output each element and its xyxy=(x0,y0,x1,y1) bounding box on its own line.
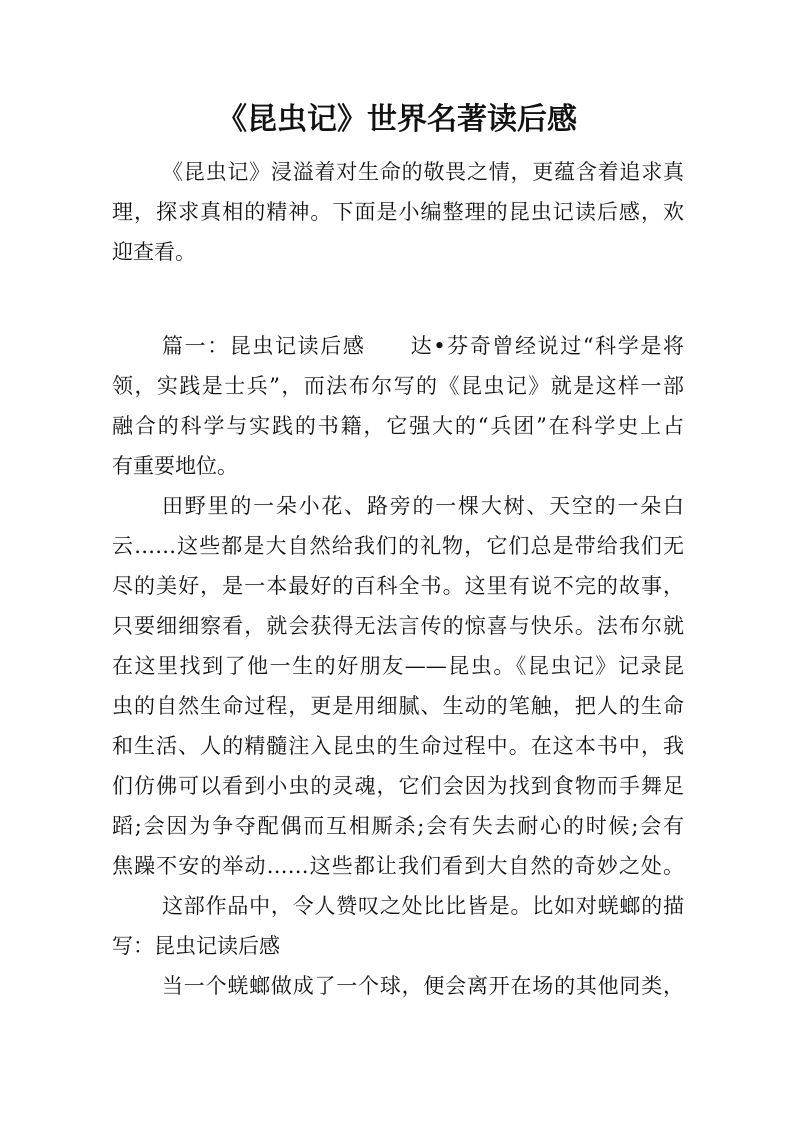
text-line: 们仿佛可以看到小虫的灵魂，它们会因为找到食物而手舞足 xyxy=(112,774,684,798)
document-body xyxy=(112,152,684,1006)
text-line: 虫的自然生命过程，更是用细腻、生动的笔触，把人的生命 xyxy=(112,694,684,718)
text-line: 领，实践是士兵”，而法布尔写的《昆虫记》就是这样一部 xyxy=(112,374,684,398)
paragraph-two xyxy=(112,486,684,886)
text-line: 和生活、人的精髓注入昆虫的生命过程中。在这本书中，我 xyxy=(112,734,684,758)
paragraph-spacer xyxy=(112,272,684,326)
paragraph-four xyxy=(112,966,684,1006)
paragraph-three xyxy=(112,886,684,966)
text-line: 蹈;会因为争夺配偶而互相厮杀;会有失去耐心的时候;会有 xyxy=(112,814,684,838)
text-line: 迎查看。 xyxy=(112,240,196,264)
section-one-paragraph xyxy=(112,326,684,486)
text-line: 在这里找到了他一生的好朋友——昆虫。《昆虫记》记录昆 xyxy=(112,654,684,678)
text-line: 当一个蜣螂做成了一个球，便会离开在场的其他同类， xyxy=(162,974,684,998)
text-line: 田野里的一朵小花、路旁的一棵大树、天空的一朵白 xyxy=(162,494,684,518)
text-line: 焦躁不安的举动……这些都让我们看到大自然的奇妙之处。 xyxy=(112,854,684,878)
text-line: 《昆虫记》浸溢着对生命的敬畏之情，更蕴含着追求真 xyxy=(162,160,684,184)
document-title: 《昆虫记》世界名著读后感 xyxy=(217,102,577,137)
text-line: 篇一：昆虫记读后感 达•芬奇曾经说过“科学是将 xyxy=(162,334,684,358)
intro-paragraph xyxy=(112,152,684,272)
text-line: 理，探求真相的精神。下面是小编整理的昆虫记读后感，欢 xyxy=(112,200,684,224)
text-line: 写：昆虫记读后感 xyxy=(112,934,280,958)
text-line: 有重要地位。 xyxy=(112,454,238,478)
text-line: 融合的科学与实践的书籍，它强大的“兵团”在科学史上占 xyxy=(112,414,684,438)
text-line: 这部作品中，令人赞叹之处比比皆是。比如对蜣螂的描 xyxy=(162,894,684,918)
text-line: 尽的美好，是一本最好的百科全书。这里有说不完的故事， xyxy=(112,574,684,598)
text-line: 云……这些都是大自然给我们的礼物，它们总是带给我们无 xyxy=(112,534,684,558)
text-line: 只要细细察看，就会获得无法言传的惊喜与快乐。法布尔就 xyxy=(112,614,684,638)
